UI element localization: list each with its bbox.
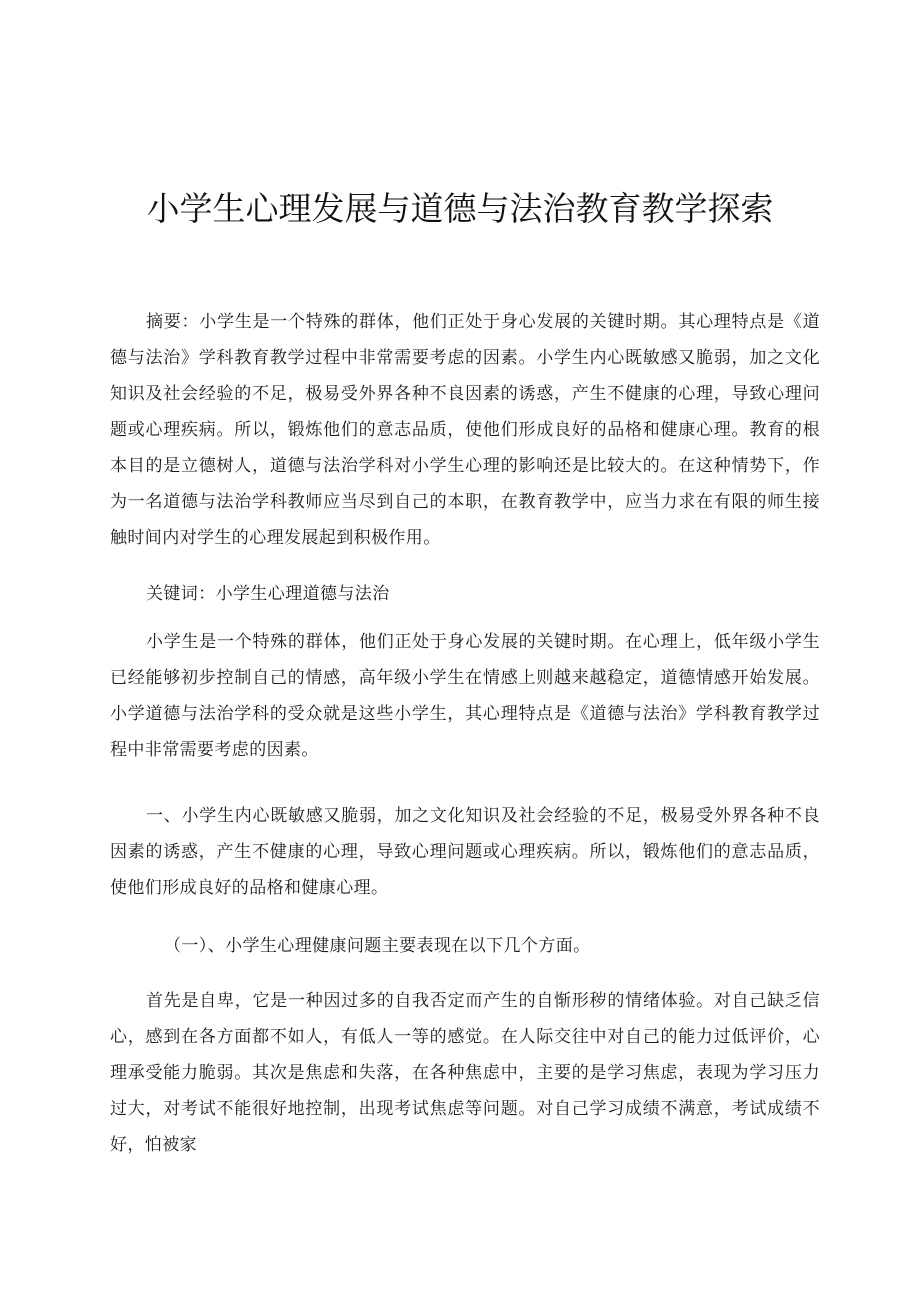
body-paragraph: 首先是自卑，它是一种因过多的自我否定而产生的自惭形秽的情绪体验。对自己缺乏信心，感到在各方面都不如人，有低人一等的感觉。在人际交往中对自己的能力过低评价，心理承受能力脆弱。其次是焦虑和失落，在各种焦虑中，主要的是学习焦虑，表现为学习压力过大，对考试不能很好地控制，出现考试焦虑等问题。对自己学习成绩不满意，考试成绩不好，怕被家 xyxy=(110,991,820,1155)
abstract-paragraph: 摘要：小学生是一个特殊的群体，他们正处于身心发展的关键时期。其心理特点是《道德与法治》学科教育教学过程中非常需要考虑的因素。小学生内心既敏感又脆弱，加之文化知识及社会经验的不足，极易受外界各种不良因素的诱惑，产生不健康的心理，导致心理问题或心理疾病。所以，锻炼他们的意志品质，使他们形成良好的品格和健康心理。教育的根本目的是立德树人，道德与法治学科对小学生心理的影响还是比较大的。在这种情势下，作为一名道德与法治学科教师应当尽到自己的本职，在教育教学中，应当力求在有限的师生接触时间内对学生的心理发展起到积极作用。 xyxy=(110,312,820,548)
section-one-paragraph: 一、小学生内心既敏感又脆弱，加之文化知识及社会经验的不足，极易受外界各种不良因素的诱惑，产生不健康的心理，导致心理问题或心理疾病。所以，锻炼他们的意志品质，使他们形成良好的品格和健康心理。 xyxy=(110,806,820,898)
document-title: 小学生心理发展与道德与法治教育教学探索 xyxy=(146,189,774,229)
intro-paragraph: 小学生是一个特殊的群体，他们正处于身心发展的关键时期。在心理上，低年级小学生已经能够初步控制自己的情感，高年级小学生在情感上则越来越稳定，道德情感开始发展。小学道德与法治学科的受众就是这些小学生，其心理特点是《道德与法治》学科教育教学过程中非常需要考虑的因素。 xyxy=(110,632,820,760)
keywords-paragraph: 关键词：小学生心理道德与法治 xyxy=(146,584,390,604)
subsection-one-heading: （一）、小学生心理健康问题主要表现在以下几个方面。 xyxy=(164,936,591,956)
